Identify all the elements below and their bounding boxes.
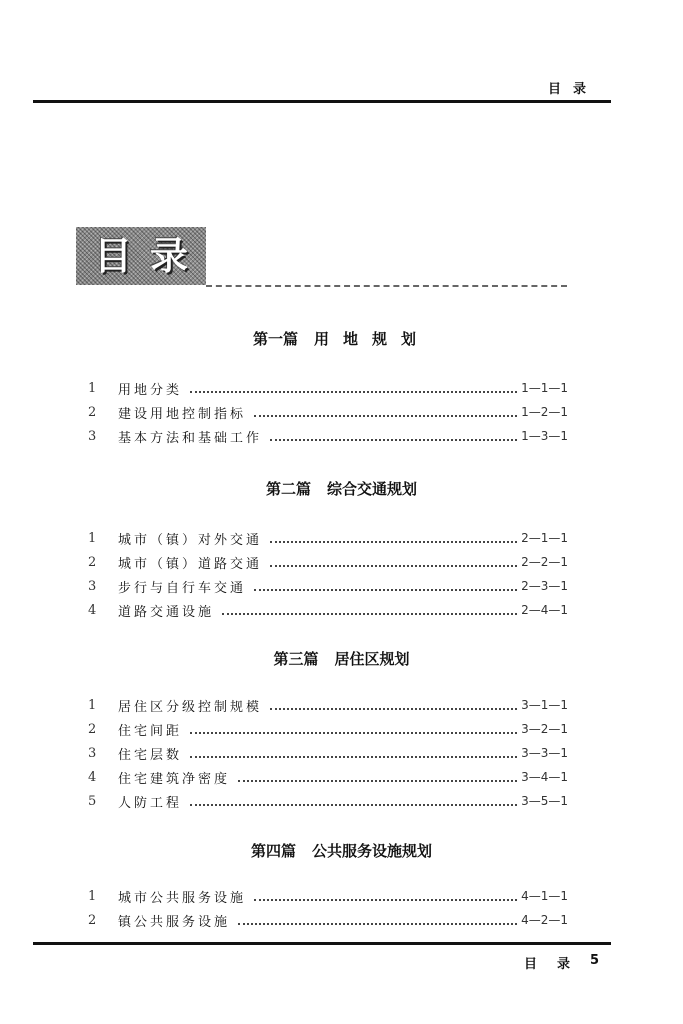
toc-entry-number: 2 — [88, 554, 97, 570]
toc-entry-number: 2 — [88, 721, 97, 737]
dot-leader — [254, 415, 517, 417]
toc-entry-number: 2 — [88, 404, 97, 420]
toc-entry-title: 城市公共服务设施 — [118, 890, 247, 906]
part-number: 第一篇 — [252, 330, 298, 348]
dot-leader — [270, 708, 517, 710]
toc-entry[interactable] — [88, 527, 568, 549]
part-title-4 — [60, 840, 623, 861]
toc-entry[interactable] — [88, 766, 568, 788]
toc-entry-page: 3—3—1 — [521, 746, 568, 760]
toc-entry-page: 2—4—1 — [521, 603, 568, 617]
toc-entry-page: 3—5—1 — [521, 794, 568, 808]
toc-entry-title: 居住区分级控制规模 — [118, 699, 263, 715]
banner-char-2: 录 — [150, 233, 189, 278]
toc-entry-page: 2—3—1 — [521, 579, 568, 593]
part-number: 第二篇 — [265, 480, 311, 498]
toc-entry-number: 1 — [88, 530, 97, 546]
part-name: 居住区规划 — [334, 650, 410, 668]
toc-entry[interactable] — [88, 377, 568, 399]
toc-entry[interactable] — [88, 575, 568, 597]
dot-leader — [238, 780, 517, 782]
toc-entry-title: 住宅建筑净密度 — [118, 771, 231, 787]
dot-leader — [190, 804, 517, 806]
toc-entry-number: 2 — [88, 912, 97, 928]
toc-entry-title: 道路交通设施 — [118, 604, 215, 620]
page-footer — [524, 953, 599, 972]
toc-entry-number: 1 — [88, 888, 97, 904]
dot-leader — [254, 589, 517, 591]
dot-leader — [238, 923, 517, 925]
toc-entry-number: 3 — [88, 428, 97, 444]
toc-entry[interactable] — [88, 790, 568, 812]
toc-entry-page: 3—1—1 — [521, 698, 568, 712]
toc-entry[interactable] — [88, 742, 568, 764]
toc-entry[interactable] — [88, 694, 568, 716]
toc-entry-title: 住宅层数 — [118, 747, 183, 763]
toc-entry-title: 基本方法和基础工作 — [118, 430, 263, 446]
toc-entry[interactable] — [88, 599, 568, 621]
toc-entry-page: 3—2—1 — [521, 722, 568, 736]
toc-entry[interactable] — [88, 885, 568, 907]
toc-entry-title: 城市（镇）对外交通 — [118, 532, 263, 548]
part-name: 用地规划 — [314, 330, 431, 348]
dot-leader — [190, 732, 517, 734]
dot-leader — [270, 565, 517, 567]
toc-entry-page: 4—2—1 — [521, 913, 568, 927]
banner-char-1: 目 — [93, 233, 132, 278]
dot-leader — [254, 899, 517, 901]
dot-leader — [222, 613, 517, 615]
toc-entry[interactable] — [88, 909, 568, 931]
toc-entry[interactable] — [88, 425, 568, 447]
toc-entry-title: 住宅间距 — [118, 723, 183, 739]
footer-label-1: 目 — [524, 957, 538, 972]
toc-entry-title: 步行与自行车交通 — [118, 580, 247, 596]
toc-entry[interactable] — [88, 718, 568, 740]
toc-entry-number: 5 — [88, 793, 97, 809]
toc-entry-title: 建设用地控制指标 — [118, 406, 247, 422]
toc-entry-page: 2—2—1 — [521, 555, 568, 569]
part-title-3 — [60, 648, 623, 669]
header-rule — [33, 100, 611, 103]
footer-label-2: 录 — [557, 957, 571, 972]
footer-rule — [33, 942, 611, 945]
toc-entry-title: 用地分类 — [118, 382, 183, 398]
banner-rule — [206, 285, 567, 287]
part-number: 第四篇 — [250, 842, 296, 860]
dot-leader — [190, 756, 517, 758]
dot-leader — [270, 541, 517, 543]
toc-entry-title: 人防工程 — [118, 795, 183, 811]
toc-entry[interactable] — [88, 401, 568, 423]
part-title-1 — [60, 328, 623, 349]
toc-entry-title: 城市（镇）道路交通 — [118, 556, 263, 572]
toc-entry-number: 1 — [88, 380, 97, 396]
toc-entry-page: 1—1—1 — [521, 381, 568, 395]
toc-entry-number: 1 — [88, 697, 97, 713]
toc-entry-title: 镇公共服务设施 — [118, 914, 231, 930]
toc-entry-number: 3 — [88, 745, 97, 761]
part-name: 综合交通规划 — [327, 480, 418, 498]
toc-entry-number: 3 — [88, 578, 97, 594]
toc-entry-page: 2—1—1 — [521, 531, 568, 545]
contents-banner — [76, 227, 206, 285]
toc-entry-page: 3—4—1 — [521, 770, 568, 784]
running-head: 目录 — [548, 82, 599, 97]
part-name: 公共服务设施规划 — [312, 842, 433, 860]
page-number: 5 — [590, 953, 600, 968]
toc-entry-page: 1—3—1 — [521, 429, 568, 443]
dot-leader — [270, 439, 517, 441]
part-number: 第三篇 — [273, 650, 319, 668]
dot-leader — [190, 391, 517, 393]
part-title-2 — [60, 478, 623, 499]
toc-entry-page: 1—2—1 — [521, 405, 568, 419]
toc-entry-number: 4 — [88, 602, 97, 618]
toc-entry[interactable] — [88, 551, 568, 573]
toc-entry-page: 4—1—1 — [521, 889, 568, 903]
toc-entry-number: 4 — [88, 769, 97, 785]
